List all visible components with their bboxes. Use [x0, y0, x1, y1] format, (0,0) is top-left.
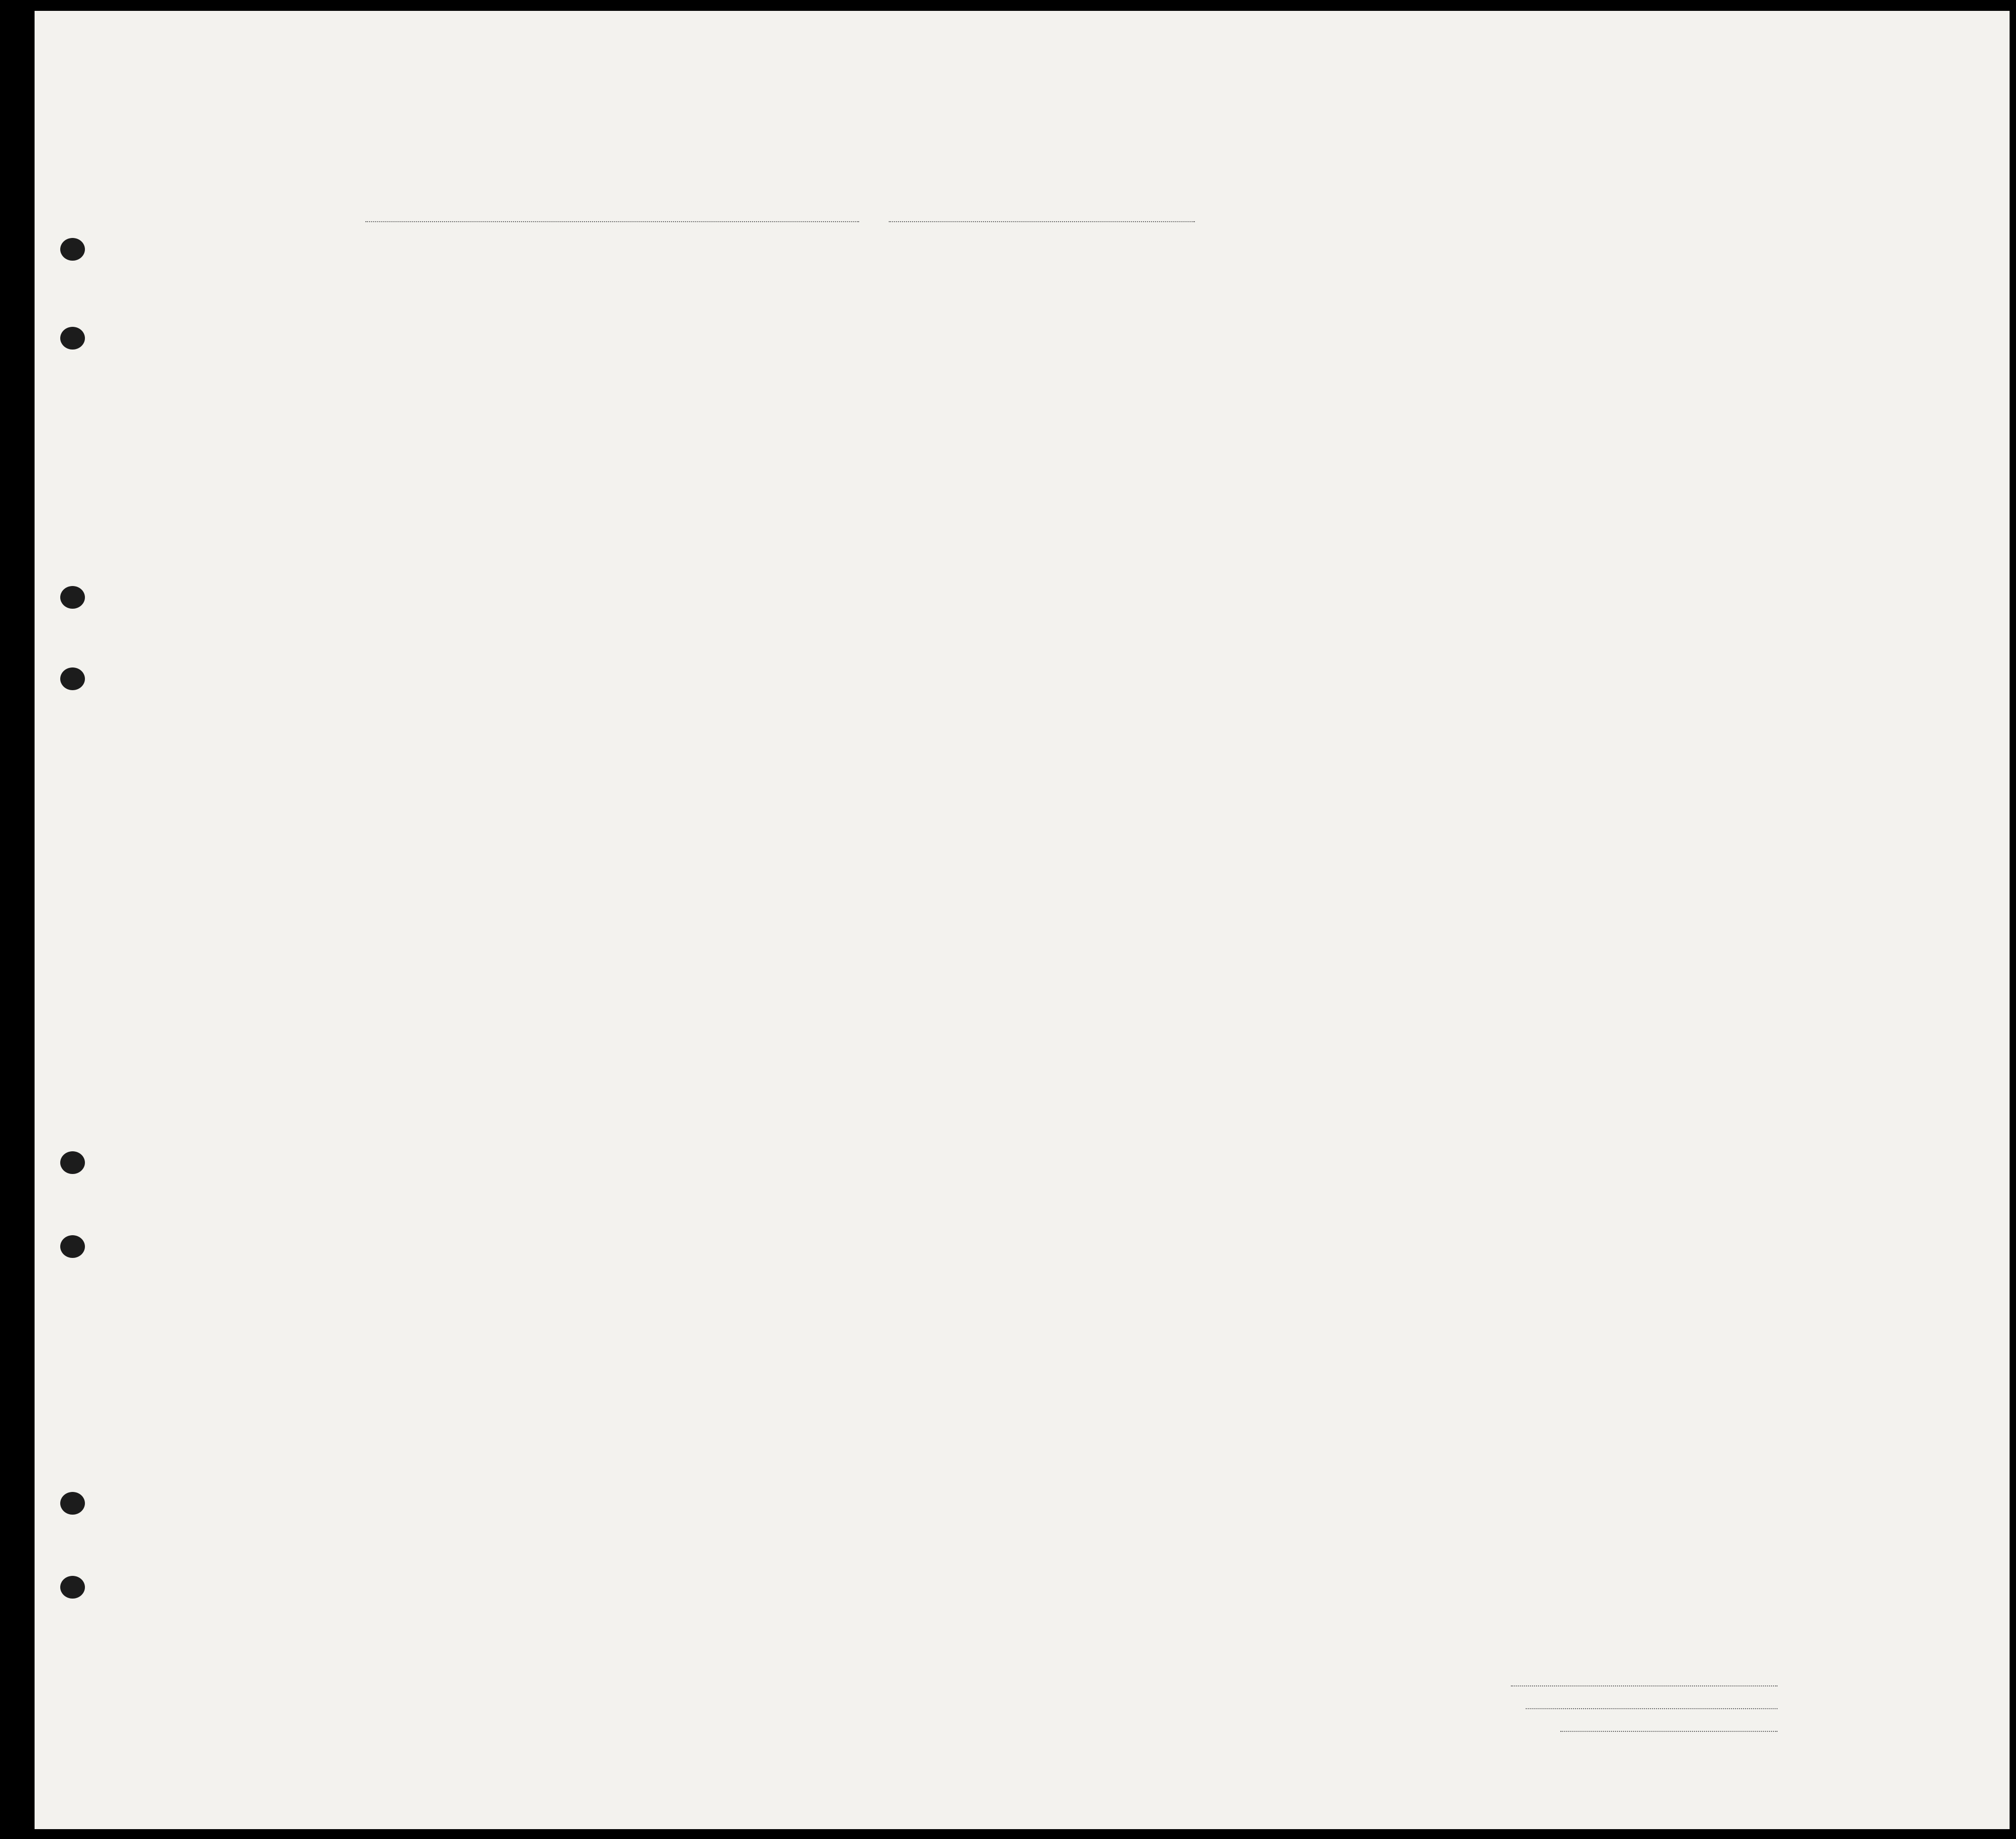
agents-underline [1560, 1731, 1778, 1732]
owners-underline [1526, 1708, 1778, 1709]
line-underline [1511, 1685, 1778, 1686]
